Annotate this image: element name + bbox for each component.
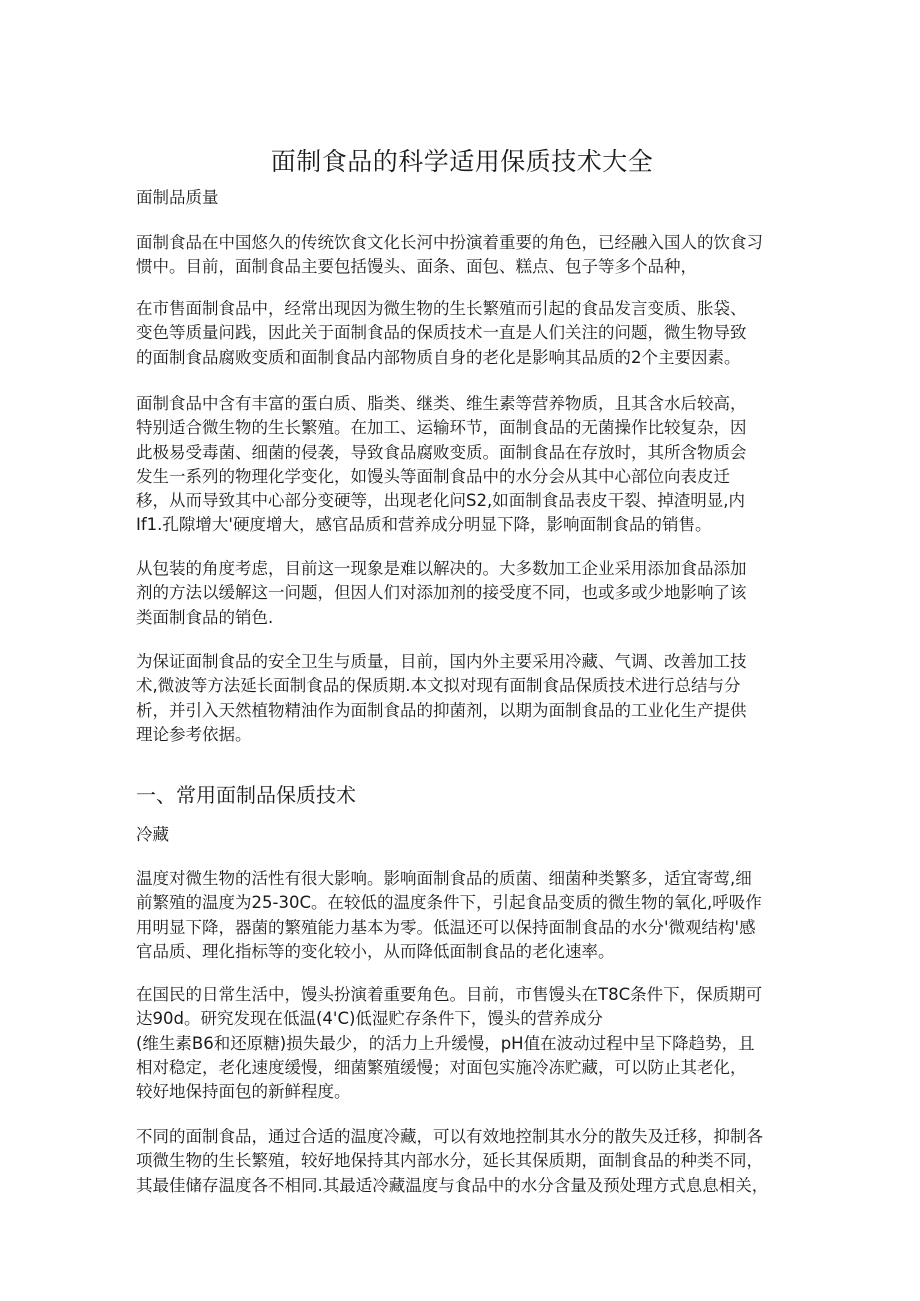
paragraph-line: 为保证面制食品的安全卫生与质量，目前，国内外主要采用冷藏、气调、改善加工技: [136, 652, 747, 671]
paragraph-line: 此极易受毒菌、细菌的侵袭，导致食品腐败变质。面制食品在存放时，其所含物质会: [136, 442, 747, 462]
paragraph-line: 用明显下降，器菌的繁殖能力基本为零。低温还可以保持面制食品的水分'微观结构'感: [136, 917, 756, 937]
paragraph-line: 变色等质量问践，因此关于面制食品的保质技术一直是人们关注的问题，微生物导致: [136, 323, 747, 343]
paragraph: [136, 231, 788, 280]
paragraph-line: 从包装的角度考虑，目前这一现象是难以解决的。大多数加工企业采用添加食品添加: [136, 559, 747, 578]
paragraph-line: 温度对微生物的活性有很大影响。影响面制食品的质菌、细菌种类繁多，适宜寄莺,细: [136, 869, 752, 888]
paragraph-line: 特别适合微生物的生长繁殖。在加工、运输环节，面制食品的无菌操作比较复杂，因: [136, 418, 747, 438]
paragraph: [136, 983, 788, 1104]
paragraph: [136, 297, 788, 370]
paragraph-line: 其最佳储存温度各不相同.其最适冷藏温度与食品中的水分含量及预处理方式息息相关，: [136, 1175, 769, 1195]
paragraph-line: If1.孔隙增大'硬度增大，感官品质和营养成分明显下降，影响面制食品的销售。: [136, 515, 712, 535]
paragraph-line: 较好地保持面包的新鲜程度。: [136, 1082, 351, 1102]
paragraph-line: 相对稳定，老化速度缓慢，细菌繁殖缓慢；对面包实施冷冻贮藏，可以防止其老化，: [136, 1057, 747, 1077]
paragraph-line: 不同的面制食品，通过合适的温度冷藏，可以有效地控制其水分的散失及迁移，抑制各: [136, 1127, 763, 1146]
paragraph-line: 在市售面制食品中，经常出现因为微生物的生长繁殖而引起的食品发言变质、胀袋、: [136, 299, 747, 318]
paragraph-line: (维生素B6和还原糖)损失最少，的活力上升缓慢，pH值在波动过程中呈下降趋势，且: [136, 1033, 755, 1053]
paragraph: [136, 392, 788, 538]
paragraph-line: 项微生物的生长繁殖，较好地保持其内部水分，延长其保质期，面制食品的种类不同，: [136, 1151, 763, 1171]
paragraph-line: 析，并引入天然植物精油作为面制食品的抑菌剂，以期为面制食品的工业化生产提供: [136, 700, 747, 720]
paragraph-line: 的面制食品腐败变质和面制食品内部物质自身的老化是影响其品质的2个主要因素。: [136, 347, 741, 367]
subsection-label: 冷藏: [136, 825, 169, 844]
paragraph-line: 类面制食品的销色.: [136, 607, 274, 627]
paragraph-line: 剂的方法以缓解这一问题，但因人们对添加剂的接受度不同，也或多或少地影响了该: [136, 583, 747, 603]
paragraph-line: 官品质、理化指标等的变化较小，从而降低面制食品的老化速率。: [136, 941, 615, 961]
paragraph-line: 在国民的日常生活中，馒头扮演着重要角色。目前，市售馒头在T8C条件下，保质期可: [136, 985, 763, 1004]
paragraph-line: 移，从而导致其中心部分变硬等，出现老化问S2,如面制食品表皮干裂、掉渣明显,内: [136, 491, 745, 511]
paragraph-line: 发生一系列的物理化学变化，如馒头等面制食品中的水分会从其中心部位向表皮迁: [136, 466, 730, 486]
paragraph: [136, 867, 788, 964]
paragraph-line: 术,微波等方法延长面制食品的保质期.本文拟对现有面制食品保质技术进行总结与分: [136, 676, 741, 696]
paragraph-line: 理论参考依据。: [136, 724, 252, 744]
paragraph: [136, 1125, 788, 1198]
paragraph-line: 惯中。目前，面制食品主要包括馒头、面条、面包、糕点、包子等多个品种，: [136, 257, 697, 277]
paragraph-line: 达90d。研究发现在低温(4'C)低湿贮存条件下，馒头的营养成分: [136, 1009, 603, 1029]
page-title: 面制食品的科学适用保质技术大全: [270, 146, 654, 176]
paragraph: [136, 557, 788, 630]
paragraph-line: 面制食品在中国悠久的传统饮食文化长河中扮演着重要的角色，已经融入国人的饮食习: [136, 233, 763, 252]
section-label-quality: 面制品质量: [136, 188, 219, 207]
paragraph-line: 前繁殖的温度为25-30C。在较低的温度条件下，引起食品变质的微生物的氧化,呼吸作: [136, 893, 762, 913]
paragraph: [136, 650, 788, 747]
section-heading: 一、常用面制品保质技术: [136, 783, 356, 807]
paragraph-line: 面制食品中含有丰富的蛋白质、脂类、继类、维生素等营养物质，且其含水后较高，: [136, 394, 747, 413]
